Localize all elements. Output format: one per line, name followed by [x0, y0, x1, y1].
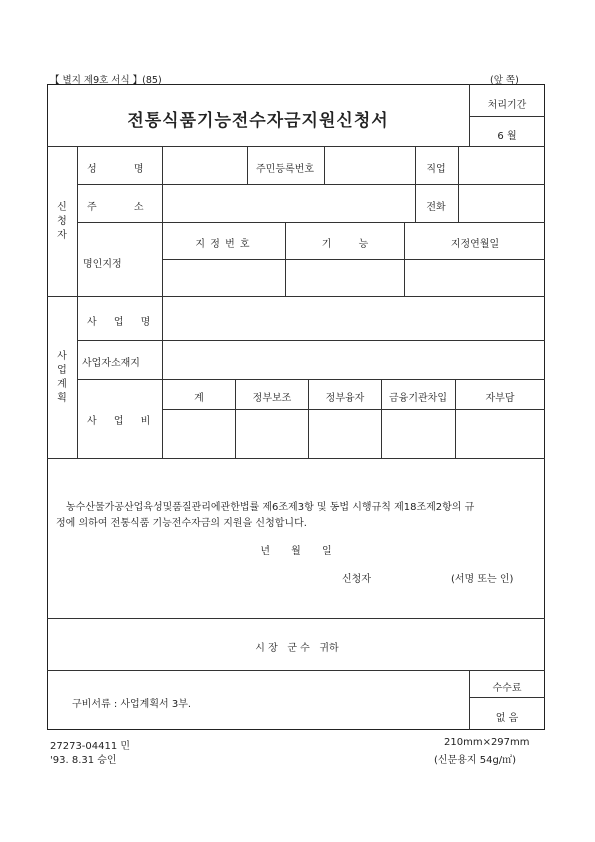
divider [77, 296, 78, 458]
rrn-label: 주민등록번호 [256, 164, 314, 175]
divider [77, 222, 545, 223]
divider [162, 259, 545, 260]
divider [162, 409, 545, 410]
divider [77, 184, 545, 185]
signature-note: (서명 또는 인) [451, 574, 514, 585]
divider [324, 146, 325, 184]
designation-number-label: 지 정 번 호 [195, 239, 251, 250]
processing-period-value: 6 월 [497, 131, 517, 142]
business-cost-label: 사 업 비 [87, 416, 151, 427]
fee-value: 없 음 [495, 713, 519, 724]
phone-label: 전화 [426, 202, 446, 213]
divider [47, 146, 545, 147]
cost-column-self-funding: 자부담 [485, 393, 515, 404]
address-label: 주 소 [87, 202, 144, 213]
divider [47, 296, 545, 297]
business-name-label: 사 업 명 [87, 317, 151, 328]
divider [162, 296, 163, 458]
cost-column-bank-loan: 금융기관차입 [389, 393, 447, 404]
declaration-text-line2: 정에 의하여 전통식품 기능전수자금의 지원을 신청합니다. [56, 518, 307, 529]
business-location-label: 사업자소재지 [82, 358, 140, 369]
applicant-section-label: 신청자 [57, 202, 67, 241]
date-line: 년 월 일 [260, 546, 332, 557]
divider [47, 670, 545, 671]
form-frame [47, 84, 545, 730]
divider [381, 379, 382, 458]
divider [47, 458, 545, 459]
paper-type: (신문용지 54g/㎡) [434, 755, 517, 766]
cost-column-gov-subsidy: 정부보조 [252, 393, 292, 404]
divider [308, 379, 309, 458]
paper-size: 210mm×297mm [444, 737, 530, 748]
name-label: 성 명 [87, 164, 144, 175]
divider [469, 84, 470, 146]
form-title: 전통식품기능전수자금지원신청서 [127, 111, 389, 131]
applicant-signature-label: 신청자 [342, 574, 371, 585]
designation-date-label: 지정연월일 [450, 239, 500, 250]
approval-date: '93. 8.31 승인 [50, 755, 117, 766]
divider [469, 697, 545, 698]
divider [455, 379, 456, 458]
divider [77, 146, 78, 296]
divider [77, 379, 545, 380]
divider [47, 618, 545, 619]
divider [469, 116, 545, 117]
declaration-text-line1: 농수산물가공산업육성및품질관리에관한법률 제6조제3항 및 동법 시행규칙 제18조제2항의 규 [66, 502, 475, 513]
cost-column-gov-loan: 정부융자 [325, 393, 365, 404]
master-designation-label: 명인지정 [83, 259, 122, 270]
occupation-label: 직업 [426, 164, 446, 175]
processing-period-label: 처리기간 [487, 100, 527, 111]
recipient-line: 시 장 군 수 귀하 [255, 643, 339, 654]
divider [247, 146, 248, 184]
cost-column-total: 계 [194, 393, 204, 404]
required-documents: 구비서류 : 사업계획서 3부. [72, 699, 192, 710]
form-code: 27273-04411 민 [50, 741, 131, 752]
form-reference: 【 별지 제9호 서식 】(85) [50, 75, 162, 86]
skill-label: 기 능 [321, 239, 369, 250]
divider [235, 379, 236, 458]
page-side-label: (앞 쪽) [490, 75, 519, 86]
divider [469, 670, 470, 730]
divider [77, 340, 545, 341]
business-plan-section-label: 사업계획 [57, 351, 67, 404]
fee-label: 수수료 [492, 683, 522, 694]
